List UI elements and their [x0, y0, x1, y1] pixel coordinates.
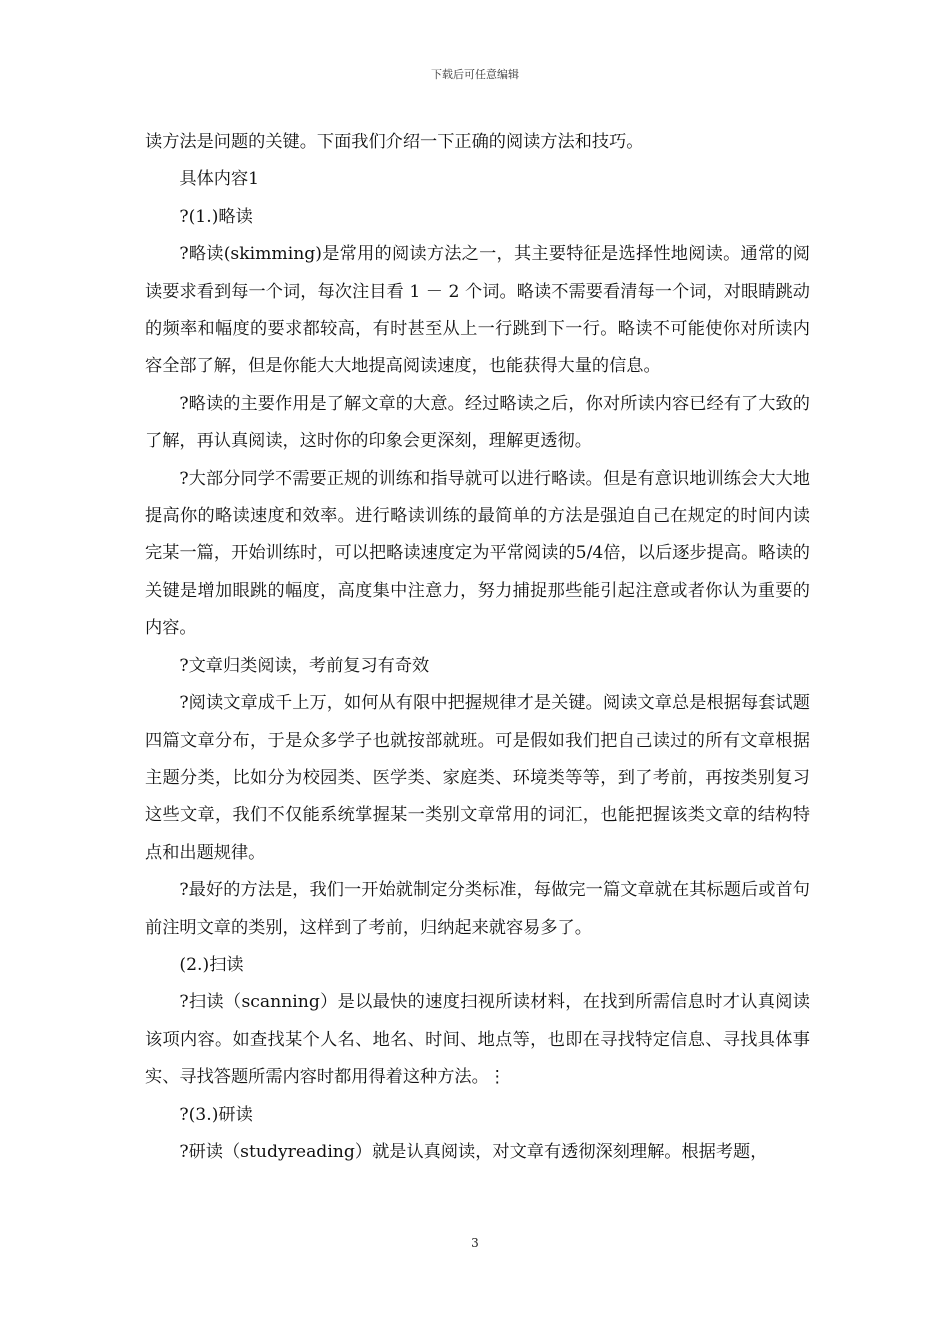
- paragraph-continuation: 读方法是问题的关键。下面我们介绍一下正确的阅读方法和技巧。: [145, 132, 644, 152]
- page-number: 3: [471, 1236, 479, 1250]
- paragraph-skimming-purpose: ?略读的主要作用是了解文章的大意。经过略读之后，你对所读内容已经有了大致的了解，再认真阅读，这时你的印象会更深刻，理解更透彻。: [145, 393, 810, 452]
- document-body: [145, 124, 810, 1171]
- paragraph-skimming-training: ?大部分同学不需要正规的训练和指导就可以进行略读。但是有意识地训练会大大地提高你的略读速度和效率。进行略读训练的最简单的方法是强迫自己在规定的时间内读完某一篇，开始训练时，可以把略读速度定为平常阅读的5/4倍，以后逐步提高。略读的关键是增加眼跳的幅度，高度集中注意力，努力捕捉那些能引起注意或者你认为重要的内容。: [145, 468, 810, 639]
- paragraph-skimming-definition: ?略读(skimming)是常用的阅读方法之一，其主要特征是选择性地阅读。通常的阅读要求看到每一个词，每次注目看 1 － 2 个词。略读不需要看清每一个词，对眼睛跳动的频率和幅度的要求都较高，有时甚至从上一行跳到下一行。略读不可能使你对所读内容全部了解，但是你能大大地提高阅读速度，也能获得大量的信息。: [145, 244, 810, 377]
- subheading-skimming: ?(1.)略读: [179, 206, 253, 227]
- subheading-categorized-reading: ?文章归类阅读，考前复习有奇效: [179, 655, 430, 676]
- subheading-scanning: (2.)扫读: [179, 954, 244, 975]
- paragraph-scanning-definition: ?扫读（scanning）是以最快的速度扫视所读材料，在找到所需信息时才认真阅读该项内容。如查找某个人名、地名、时间、地点等，也即在寻找特定信息、寻找具体事实、寻找答题所需内容时都用得着这种方法。⋮: [145, 992, 810, 1088]
- paragraph-best-method: ?最好的方法是，我们一开始就制定分类标准，每做完一篇文章就在其标题后或首句前注明文章的类别，这样到了考前，归纳起来就容易多了。: [145, 880, 810, 938]
- paragraph-study-reading: ?研读（studyreading）就是认真阅读，对文章有透彻深刻理解。根据考题，: [179, 1141, 768, 1162]
- subheading-study-reading: ?(3.)研读: [179, 1104, 253, 1125]
- paragraph-categorized-reading: ?阅读文章成千上万，如何从有限中把握规律才是关键。阅读文章总是根据每套试题四篇文章分布，于是众多学子也就按部就班。可是假如我们把自己读过的所有文章根据主题分类，比如分为校园类、医学类、家庭类、环境类等等，到了考前，再按类别复习这些文章，我们不仅能系统掌握某一类别文章常用的词汇，也能把握该类文章的结构特点和出题规律。: [145, 693, 810, 863]
- page-header: 下载后可任意编辑: [431, 68, 519, 81]
- section-heading-content-1: 具体内容1: [179, 169, 260, 190]
